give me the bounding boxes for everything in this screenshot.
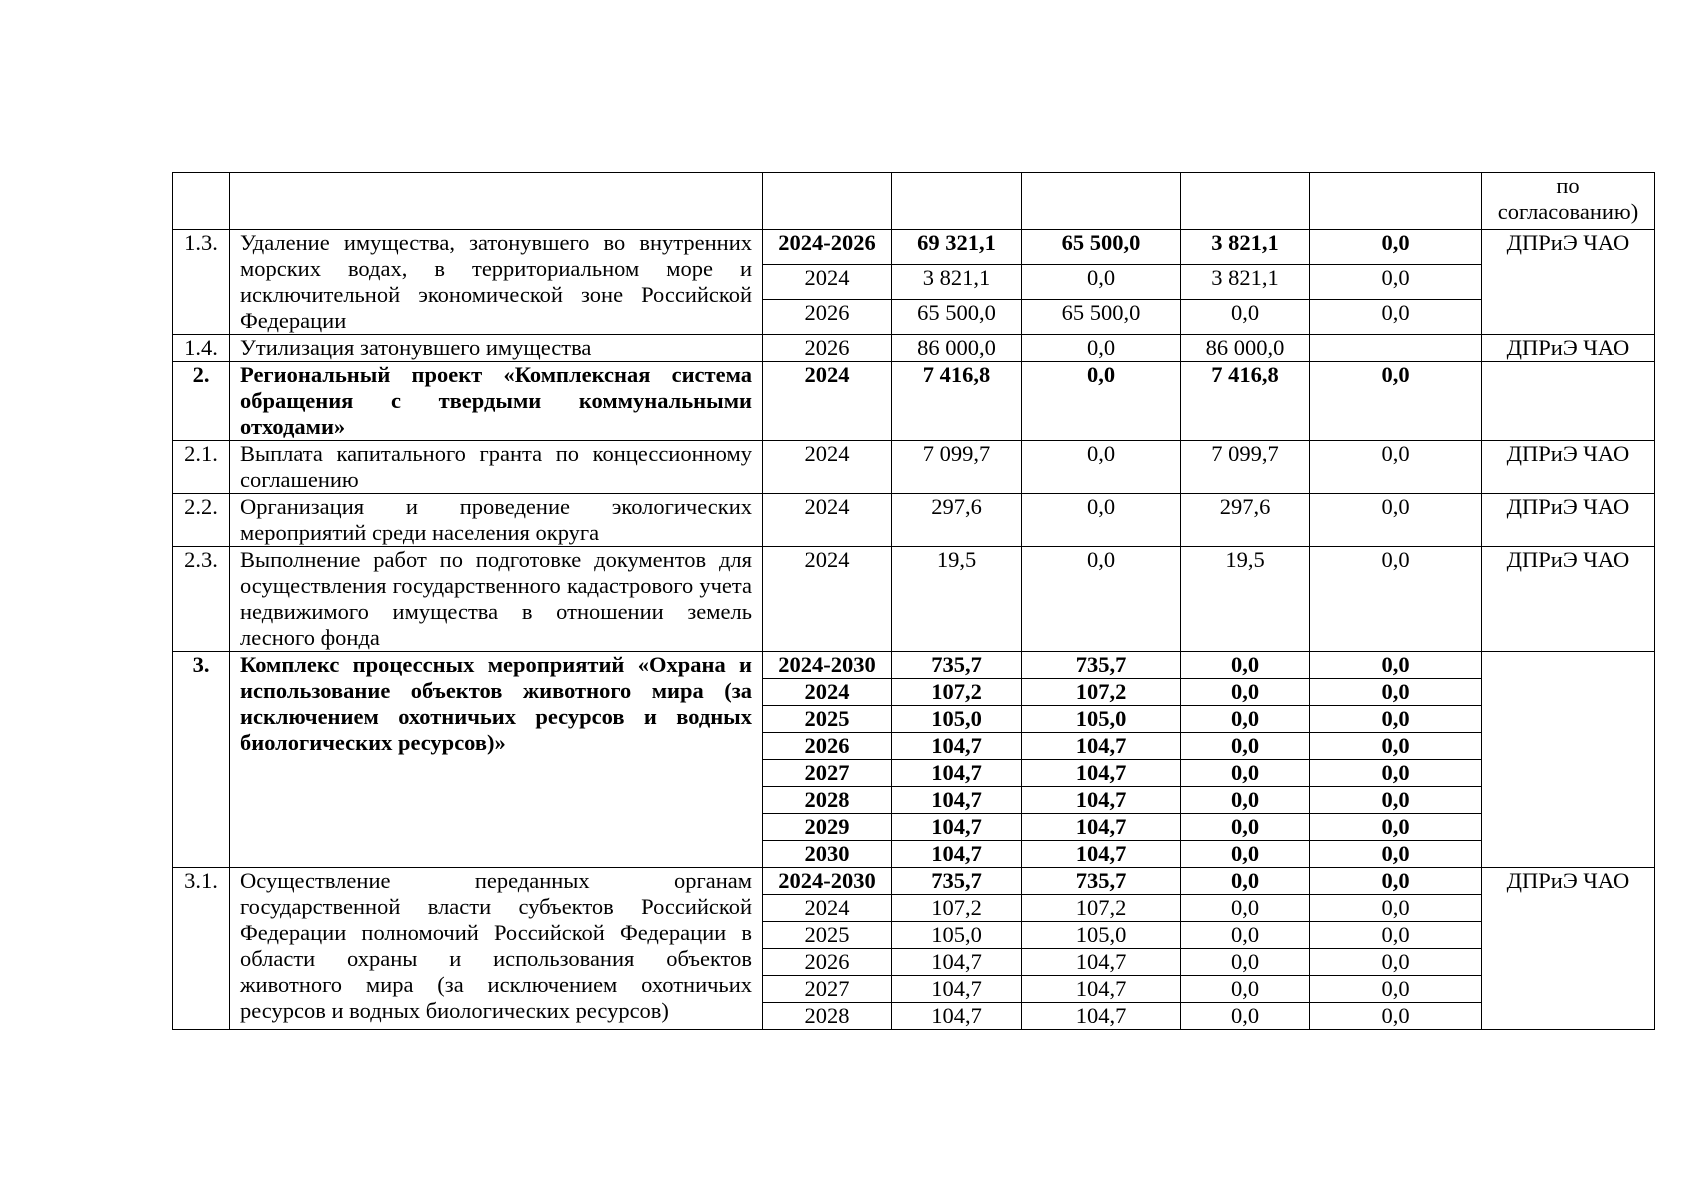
federal-budget-cell: 104,7 (1022, 976, 1181, 1003)
regional-budget-cell: 0,0 (1181, 760, 1310, 787)
item-name: Организация и проведение экологических мероприятий среди населения округа (230, 494, 763, 547)
total-cell: 297,6 (892, 494, 1022, 547)
regional-budget-cell: 86 000,0 (1181, 335, 1310, 362)
year-cell: 2029 (763, 814, 892, 841)
regional-budget-cell: 297,6 (1181, 494, 1310, 547)
federal-budget-cell: 0,0 (1022, 441, 1181, 494)
year-cell: 2024 (763, 362, 892, 441)
total-cell: 735,7 (892, 652, 1022, 679)
other-sources-cell: 0,0 (1310, 895, 1482, 922)
regional-budget-cell: 0,0 (1181, 787, 1310, 814)
other-sources-cell: 0,0 (1310, 787, 1482, 814)
regional-budget-cell: 0,0 (1181, 679, 1310, 706)
regional-budget-cell: 0,0 (1181, 1003, 1310, 1030)
regional-budget-cell: 0,0 (1181, 976, 1310, 1003)
federal-budget-cell (1022, 173, 1181, 230)
year-cell: 2026 (763, 733, 892, 760)
section-row (173, 362, 1655, 441)
item-number: 2.1. (173, 441, 230, 494)
year-cell: 2024 (763, 441, 892, 494)
year-cell: 2027 (763, 760, 892, 787)
federal-budget-cell: 104,7 (1022, 841, 1181, 868)
other-sources-cell: 0,0 (1310, 814, 1482, 841)
total-cell: 105,0 (892, 922, 1022, 949)
federal-budget-cell: 0,0 (1022, 362, 1181, 441)
total-cell: 104,7 (892, 814, 1022, 841)
regional-budget-cell (1181, 173, 1310, 230)
total-cell: 7 416,8 (892, 362, 1022, 441)
total-cell: 104,7 (892, 841, 1022, 868)
other-sources-cell: 0,0 (1310, 230, 1482, 265)
section-row (173, 652, 1655, 679)
total-cell: 104,7 (892, 949, 1022, 976)
federal-budget-cell: 0,0 (1022, 494, 1181, 547)
total-cell: 104,7 (892, 760, 1022, 787)
year-cell (763, 173, 892, 230)
year-cell: 2025 (763, 706, 892, 733)
regional-budget-cell: 0,0 (1181, 922, 1310, 949)
name-cell (230, 173, 763, 230)
year-cell: 2024 (763, 494, 892, 547)
continuation-row (173, 173, 1655, 230)
other-sources-cell: 0,0 (1310, 733, 1482, 760)
item-number: 3.1. (173, 868, 230, 1030)
other-sources-cell: 0,0 (1310, 706, 1482, 733)
executor-cell: ДПРиЭ ЧАО (1482, 230, 1655, 335)
executor-cell (1482, 362, 1655, 441)
regional-budget-cell: 7 099,7 (1181, 441, 1310, 494)
total-cell: 104,7 (892, 976, 1022, 1003)
section-row (173, 494, 1655, 547)
executor-cell: по согласованию) (1482, 173, 1655, 230)
program-funding-table (172, 172, 1655, 1030)
other-sources-cell: 0,0 (1310, 841, 1482, 868)
other-sources-cell: 0,0 (1310, 300, 1482, 335)
regional-budget-cell: 0,0 (1181, 733, 1310, 760)
federal-budget-cell: 0,0 (1022, 547, 1181, 652)
year-cell: 2026 (763, 300, 892, 335)
item-number: 2.2. (173, 494, 230, 547)
regional-budget-cell: 0,0 (1181, 706, 1310, 733)
executor-cell (1482, 652, 1655, 868)
executor-cell: ДПРиЭ ЧАО (1482, 335, 1655, 362)
section-row (173, 441, 1655, 494)
executor-cell: ДПРиЭ ЧАО (1482, 868, 1655, 1030)
other-sources-cell (1310, 335, 1482, 362)
executor-cell: ДПРиЭ ЧАО (1482, 441, 1655, 494)
year-cell: 2024 (763, 679, 892, 706)
item-name: Осуществление переданных органам государственной власти субъектов Российской Федерации полномочий Российской Федерации в области охраны и использования объектов животного мира (за исключением охотничьих ресурсов и водных биологических ресурсов) (230, 868, 763, 1030)
section-row (173, 547, 1655, 652)
regional-budget-cell: 19,5 (1181, 547, 1310, 652)
federal-budget-cell: 105,0 (1022, 922, 1181, 949)
year-cell: 2028 (763, 1003, 892, 1030)
year-cell: 2026 (763, 949, 892, 976)
year-cell: 2024-2030 (763, 652, 892, 679)
regional-budget-cell: 7 416,8 (1181, 362, 1310, 441)
federal-budget-cell: 105,0 (1022, 706, 1181, 733)
federal-budget-cell: 104,7 (1022, 1003, 1181, 1030)
total-cell: 65 500,0 (892, 300, 1022, 335)
other-sources-cell: 0,0 (1310, 362, 1482, 441)
federal-budget-cell: 104,7 (1022, 949, 1181, 976)
item-number: 1.4. (173, 335, 230, 362)
federal-budget-cell: 107,2 (1022, 679, 1181, 706)
regional-budget-cell: 3 821,1 (1181, 265, 1310, 300)
other-sources-cell: 0,0 (1310, 441, 1482, 494)
other-sources-cell: 0,0 (1310, 976, 1482, 1003)
item-number: 1.3. (173, 230, 230, 335)
total-cell: 107,2 (892, 679, 1022, 706)
section-row (173, 335, 1655, 362)
total-cell: 86 000,0 (892, 335, 1022, 362)
regional-budget-cell: 0,0 (1181, 652, 1310, 679)
total-cell: 3 821,1 (892, 265, 1022, 300)
year-cell: 2024-2030 (763, 868, 892, 895)
executor-cell: ДПРиЭ ЧАО (1482, 547, 1655, 652)
total-cell: 7 099,7 (892, 441, 1022, 494)
year-cell: 2025 (763, 922, 892, 949)
item-number: 2.3. (173, 547, 230, 652)
federal-budget-cell: 735,7 (1022, 652, 1181, 679)
regional-budget-cell: 0,0 (1181, 814, 1310, 841)
item-name: Утилизация затонувшего имущества (230, 335, 763, 362)
other-sources-cell: 0,0 (1310, 679, 1482, 706)
regional-budget-cell: 0,0 (1181, 300, 1310, 335)
year-cell: 2024 (763, 265, 892, 300)
federal-budget-cell: 104,7 (1022, 733, 1181, 760)
item-name: Выполнение работ по подготовке документов для осуществления государственного кадастрового учета недвижимого имущества в отношении земель лесного фонда (230, 547, 763, 652)
year-cell: 2027 (763, 976, 892, 1003)
total-cell: 69 321,1 (892, 230, 1022, 265)
year-cell: 2024 (763, 895, 892, 922)
item-name: Выплата капитального гранта по концессионному соглашению (230, 441, 763, 494)
other-sources-cell: 0,0 (1310, 547, 1482, 652)
other-sources-cell (1310, 173, 1482, 230)
total-cell: 104,7 (892, 733, 1022, 760)
regional-budget-cell: 0,0 (1181, 841, 1310, 868)
other-sources-cell: 0,0 (1310, 1003, 1482, 1030)
regional-budget-cell: 3 821,1 (1181, 230, 1310, 265)
federal-budget-cell: 0,0 (1022, 335, 1181, 362)
other-sources-cell: 0,0 (1310, 760, 1482, 787)
total-cell: 19,5 (892, 547, 1022, 652)
total-cell (892, 173, 1022, 230)
other-sources-cell: 0,0 (1310, 494, 1482, 547)
num-cell (173, 173, 230, 230)
item-name: Региональный проект «Комплексная система обращения с твердыми коммунальными отходами» (230, 362, 763, 441)
total-cell: 735,7 (892, 868, 1022, 895)
total-cell: 104,7 (892, 1003, 1022, 1030)
year-cell: 2024 (763, 547, 892, 652)
item-name: Комплекс процессных мероприятий «Охрана и использование объектов животного мира (за исключением охотничьих ресурсов и водных биологических ресурсов)» (230, 652, 763, 868)
federal-budget-cell: 65 500,0 (1022, 230, 1181, 265)
regional-budget-cell: 0,0 (1181, 868, 1310, 895)
item-number: 2. (173, 362, 230, 441)
item-number: 3. (173, 652, 230, 868)
item-name: Удаление имущества, затонувшего во внутренних морских водах, в территориальном море и исключительной экономической зоне Российской Федерации (230, 230, 763, 335)
total-cell: 104,7 (892, 787, 1022, 814)
section-row (173, 868, 1655, 895)
other-sources-cell: 0,0 (1310, 949, 1482, 976)
federal-budget-cell: 104,7 (1022, 787, 1181, 814)
total-cell: 107,2 (892, 895, 1022, 922)
section-row (173, 230, 1655, 265)
federal-budget-cell: 107,2 (1022, 895, 1181, 922)
year-cell: 2024-2026 (763, 230, 892, 265)
federal-budget-cell: 0,0 (1022, 265, 1181, 300)
year-cell: 2030 (763, 841, 892, 868)
federal-budget-cell: 104,7 (1022, 814, 1181, 841)
regional-budget-cell: 0,0 (1181, 949, 1310, 976)
other-sources-cell: 0,0 (1310, 265, 1482, 300)
federal-budget-cell: 104,7 (1022, 760, 1181, 787)
year-cell: 2028 (763, 787, 892, 814)
other-sources-cell: 0,0 (1310, 652, 1482, 679)
regional-budget-cell: 0,0 (1181, 895, 1310, 922)
year-cell: 2026 (763, 335, 892, 362)
total-cell: 105,0 (892, 706, 1022, 733)
table-body (173, 173, 1655, 1030)
other-sources-cell: 0,0 (1310, 922, 1482, 949)
federal-budget-cell: 65 500,0 (1022, 300, 1181, 335)
executor-cell: ДПРиЭ ЧАО (1482, 494, 1655, 547)
federal-budget-cell: 735,7 (1022, 868, 1181, 895)
other-sources-cell: 0,0 (1310, 868, 1482, 895)
